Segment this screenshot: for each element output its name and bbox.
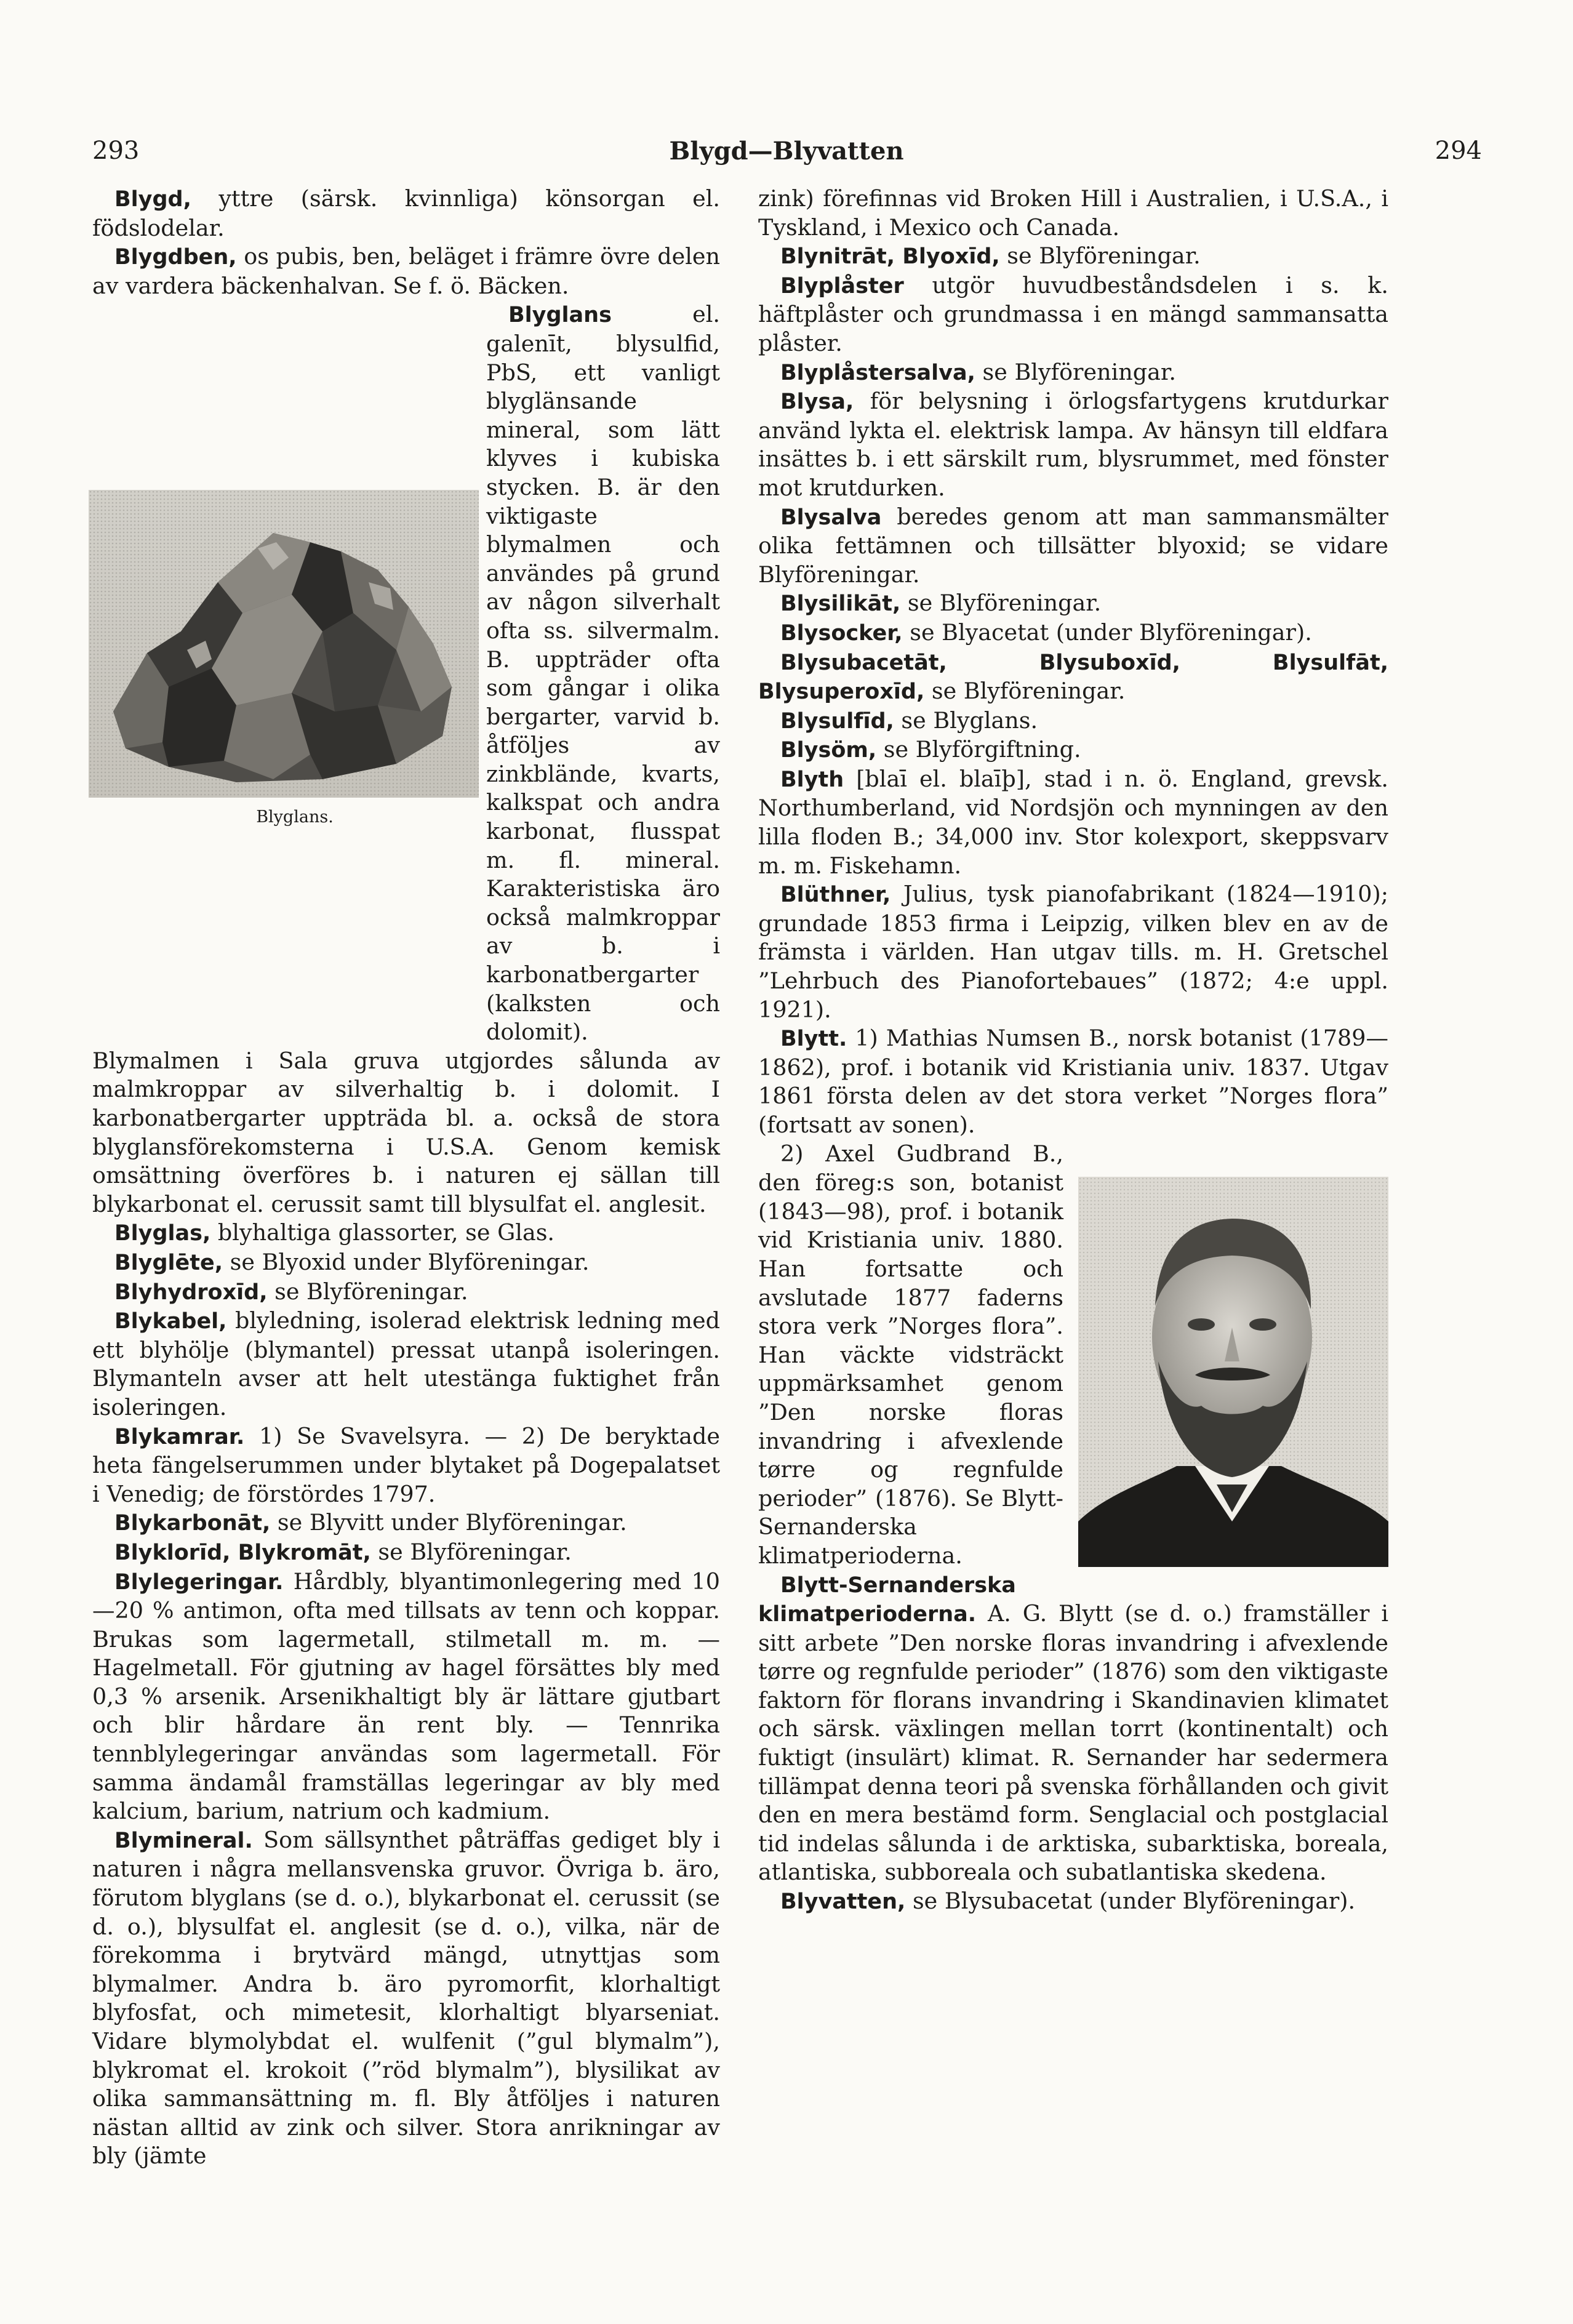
entry	[92, 1248, 720, 1278]
entry	[758, 185, 1388, 242]
entry	[92, 1509, 720, 1538]
entry-text: A. G. Blytt (se d. o.) framställer i sitt arbete ”Den norske floras invandring i afvexlende tørre og regnfulde perioder” (1876) som den viktigaste faktorn för florans invandring i Skandinavien klimatet och särsk. växlingen mellan torrt (kontinentalt) och fuktigt (insulärt) klimat. R. Sernander har sedermera tillämpat denna teori på svenska förhållanden och givit den en mera bestämd form. Senglacial och postglacial tid indelas sålunda i de arktiska, subarktiska, boreala, atlantiska, subboreala och subatlantiska skedena.	[758, 1600, 1388, 1886]
right-column	[758, 185, 1388, 1917]
entry-text: se Blyoxid under Blyföreningar.	[230, 1248, 590, 1275]
headword: Blysalva	[780, 505, 882, 530]
entry-text: för belysning i örlogsfartygens krutdurkar använd lykta el. elektrisk lampa. Av hänsyn till eldfara insättes b. i ett särskilt rum, blysrummet, med fönster mot krutdurken.	[758, 388, 1388, 501]
headword: Blyglēte,	[114, 1250, 223, 1275]
entry-text: se Blyglans.	[901, 707, 1038, 734]
entry	[758, 765, 1388, 880]
entry-text: 2) Axel Gudbrand B., den föreg:s son, botanist (1843—98), prof. i botanik vid Kristiania univ. 1880. Han fortsatte och avslutade 1877 faderns stora verk ”Norges flora”. Han väckte vidsträckt uppmärksamhet genom ”Den norske floras invandring i afvexlende tørre og regnfulde perioder” (1876). Se Blytt-Sernanderska klimatperioderna.	[758, 1140, 1063, 1569]
entry-text: se Blyföreningar.	[982, 358, 1176, 385]
headword: Blykarbonāt,	[114, 1511, 271, 1536]
entry	[758, 387, 1388, 502]
entry	[758, 880, 1388, 1024]
entry	[758, 1571, 1388, 1888]
headword: Blyklorīd, Blykromāt,	[114, 1540, 371, 1565]
headword: Blytt-Sernanderska klimatperioderna.	[758, 1573, 1016, 1627]
headword: Blynitrāt, Blyoxīd,	[780, 244, 1000, 270]
entry-text: el. galenīt, blysulfid, PbS, ett vanligt blyglänsande mineral, som lätt klyves i kubiska stycken. B. är den viktigaste blymalmen och användes på grund av någon silverhalt ofta ss. silvermalm. B. uppträder ofta som gångar i olika bergarter, varvid b. åtföljes av zinkblände, kvarts, kalkspat och andra karbonat, flusspat m. fl. mineral. Karakteristiska äro också malmkroppar av b. i karbonatbergarter (kalksten och dolomit). Blymalmen i Sala gruva utgjordes sålunda av malmkroppar av silverhaltig b. i dolomit. I karbonatbergarter uppträda bl. a. också de stora blyglansförekomsterna i U.S.A. Genom kemisk omsättning överföres b. i naturen ej sällan till blykarbonat el. cerussit samt till blysulfat el. anglesit.	[92, 301, 720, 1217]
mineral-photo	[89, 490, 479, 798]
headword: Blyplåster	[780, 273, 904, 299]
headword: Blyplåstersalva,	[780, 360, 975, 385]
headword: Blykamrar.	[114, 1424, 245, 1449]
entry-text: se Blyförgiftning.	[883, 736, 1081, 763]
headword: Blyglas,	[114, 1221, 211, 1246]
page-number-right: 294	[1435, 137, 1482, 165]
entry	[92, 300, 720, 1219]
entry	[92, 1538, 720, 1568]
entry	[758, 589, 1388, 619]
entry-text: se Blyacetat (under Blyföreningar).	[910, 619, 1312, 646]
headword: Blyglans	[508, 303, 612, 328]
entry-text: 1) Se Svavelsyra. — 2) De beryktade heta fängelserummen under blytaket på Dogepalatset i Venedig; de förstördes 1797.	[92, 1422, 720, 1507]
entry-text: se Blyföreningar.	[274, 1278, 468, 1305]
entry-text: os pubis, ben, beläget i främre övre delen av vardera bäckenhalvan. Se f. ö. Bäcken.	[92, 243, 721, 299]
entry-text: se Blyföreningar.	[378, 1538, 572, 1565]
entry	[758, 1887, 1388, 1917]
left-column	[92, 185, 720, 2171]
entry	[758, 1140, 1388, 1571]
entry-text: Hårdbly, blyantimonlegering med 10—20 % antimon, ofta med tillsats av tenn och koppar. Brukas som lagermetall, stilmetall m. m. — Hagelmetall. För gjutning av hagel försättes bly med 0,3 % arsenik. Arsenikhaltigt bly är lättare gjutbart och blir hårdare än rent bly. — Tennrika tennblylegeringar användas som lagermetall. För samma ändamål framställas legeringar av bly med kalcium, barium, natrium och kadmium.	[92, 1568, 720, 1825]
entry	[92, 1568, 720, 1826]
headword: Blysöm,	[780, 738, 877, 763]
entry-text: zink) förefinnas vid Broken Hill i Australien, i U.S.A., i Tyskland, i Mexico och Canada.	[758, 185, 1388, 241]
headword: Blyvatten,	[780, 1889, 906, 1915]
entry	[758, 735, 1388, 765]
entry-text: blyhaltiga glassorter, se Glas.	[217, 1219, 555, 1246]
headword: Blytt.	[780, 1027, 847, 1052]
portrait-photo	[1078, 1177, 1388, 1567]
headword: Blygd,	[114, 187, 191, 212]
entry	[92, 1278, 720, 1307]
entry-text: se Blyföreningar.	[1007, 242, 1201, 270]
headword: Blysilikāt,	[780, 591, 901, 617]
mineral-figure	[89, 490, 479, 828]
entry-text: se Blyvitt under Blyföreningar.	[277, 1509, 627, 1536]
entry-text: Som sällsynthet påträffas gediget bly i naturen i några mellansvenska gruvor. Övriga b. äro, förutom blyglans (se d. o.), blykarbonat el. cerussit (se d. o.), blysulfat el. anglesit (se d. o.), vilka, när de förekomma i brytvärd mängd, utnyttjas som blymalmer. Andra b. äro pyromorfit, klorhaltigt blyfosfat, och mimetesit, klorhaltigt blyarseniat. Vidare blymolybdat el. wulfenit (”gul blymalm”), blykromat el. krokoit (”röd blymalm”), blysilikat av olika sammansättning m. fl. Bly åtföljes i naturen nästan alltid av zink och silver. Stora anrikningar av bly (jämte	[92, 1826, 721, 2170]
portrait-figure	[1078, 1177, 1388, 1567]
entry	[758, 503, 1388, 590]
figure-caption: Blyglans.	[256, 807, 334, 827]
entry-text: utgör huvudbeståndsdelen i s. k. häftplåster och grundmassa i en mängd sammansatta plåster.	[758, 271, 1388, 356]
headword: Blykabel,	[114, 1309, 227, 1334]
page-number-left: 293	[92, 137, 140, 165]
entry-text: yttre (särsk. kvinnliga) könsorgan el. födslodelar.	[92, 185, 721, 241]
entry	[758, 1024, 1388, 1139]
headword: Blysulfīd,	[780, 708, 894, 734]
entry	[758, 271, 1388, 358]
entry	[758, 648, 1388, 707]
entry	[758, 619, 1388, 648]
headword: Blylegeringar.	[114, 1569, 284, 1595]
headword: Blyth	[780, 767, 844, 792]
entry-text: se Blysubacetat (under Blyföreningar).	[912, 1888, 1356, 1915]
entry	[92, 242, 720, 300]
entry	[92, 1826, 720, 2171]
headword: Blysa,	[780, 390, 854, 415]
entry	[92, 1307, 720, 1422]
entry-text: Julius, tysk pianofabrikant (1824—1910); grundade 1853 firma i Leipzig, vilken blev en av de främsta i världen. Han utgav tills. m. H. Gretschel ”Lehrbuch des Pianofortebaues” (1872; 4:e uppl. 1921).	[758, 881, 1389, 1023]
headword: Blüthner,	[780, 883, 891, 908]
running-head: Blygd—Blyvatten	[669, 137, 904, 166]
entry-text: blyledning, isolerad elektrisk ledning med ett blyhölje (blymantel) pressat utanpå isoleringen. Blymanteln avser att helt utestänga fuktighet från isoleringen.	[92, 1307, 720, 1420]
headword: Blysubacetāt, Blysuboxīd, Blysulfāt, Blysuperoxīd,	[758, 650, 1388, 705]
entry	[92, 1219, 720, 1248]
entry	[758, 707, 1388, 736]
entry	[92, 1422, 720, 1509]
headword: Blysocker,	[780, 620, 903, 646]
entry	[92, 185, 720, 242]
entry	[758, 358, 1388, 388]
headword: Blygdben,	[114, 245, 237, 270]
entry-text: beredes genom att man sammansmälter olika fettämnen och tillsätter blyoxid; se vidare Blyföreningar.	[758, 503, 1388, 588]
headword: Blyhydroxīd,	[114, 1280, 268, 1305]
entry-text: [blaī el. blaīþ], stad i n. ö. England, grevsk. Northumberland, vid Nordsjön och mynningen av den lilla floden B.; 34,000 inv. Stor kolexport, skeppsvarv m. m. Fiskehamn.	[758, 765, 1388, 879]
entry-text: 1) Mathias Numsen B., norsk botanist (1789—1862), prof. i botanik vid Kristiania univ. 1837. Utgav 1861 första delen av det stora verket ”Norges flora” (fortsatt av sonen).	[758, 1025, 1389, 1138]
entry-text: se Blyföreningar.	[907, 590, 1102, 617]
entry-text: se Blyföreningar.	[931, 678, 1126, 705]
entry	[758, 242, 1388, 271]
headword: Blymineral.	[114, 1828, 253, 1853]
